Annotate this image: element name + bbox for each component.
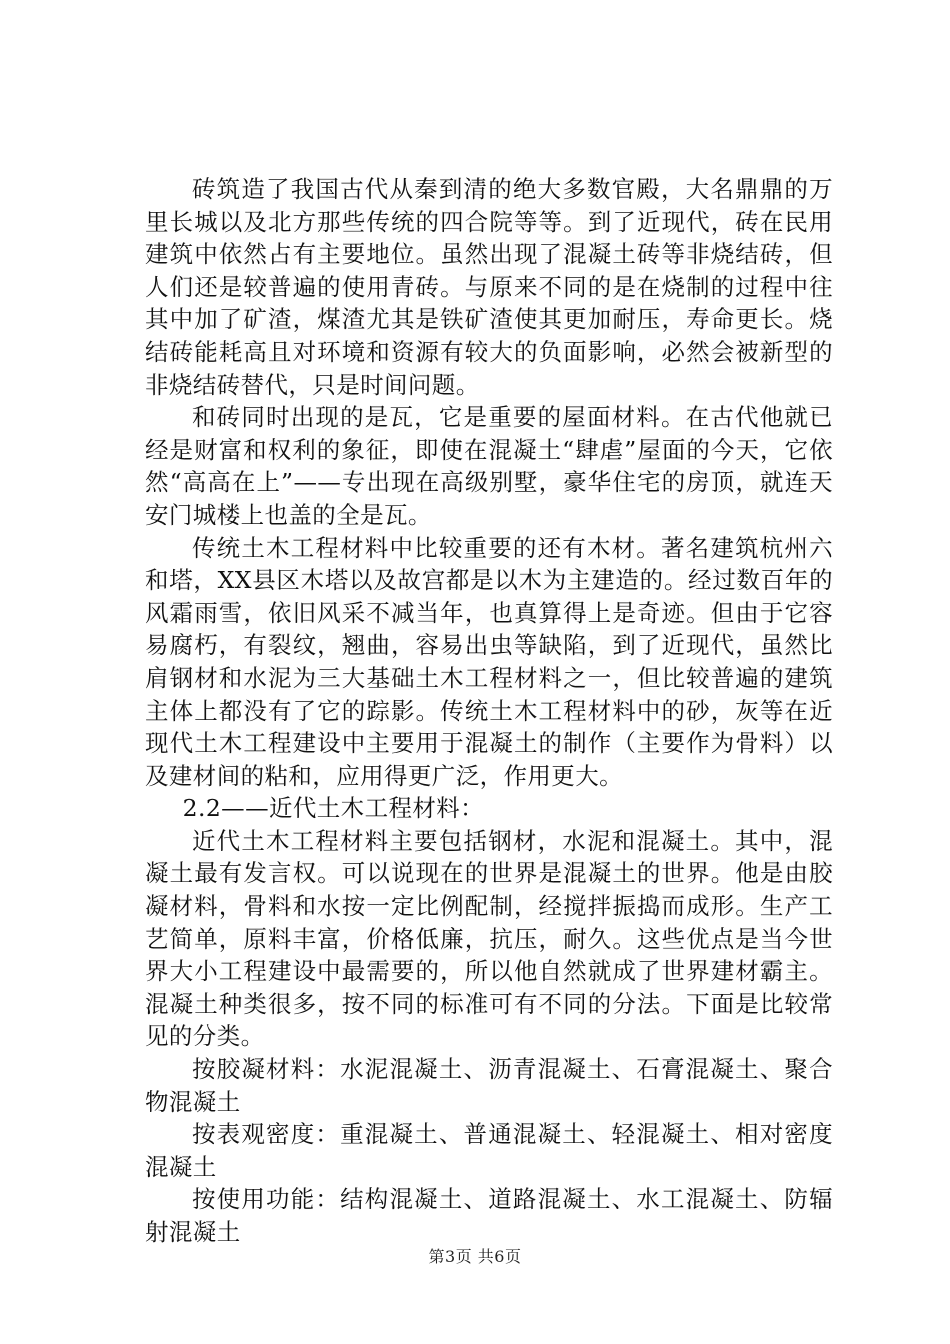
list-item-density: 按表观密度：重混凝土、普通混凝土、轻混凝土、相对密度混凝土 — [145, 1120, 833, 1181]
paragraph-modern-materials: 近代土木工程材料主要包括钢材，水泥和混凝土。其中，混凝土最有发言权。可以说现在的世界是混凝土的世界。他是由胶凝材料，骨料和水按一定比例配制，经搅拌振捣而成形。生产工艺简单，原料丰富，价格低廉，抗压，耐久。这些优点是当今世界大小工程建设中最需要的，所以他自然就成了世界建材霸主。混凝土种类很多，按不同的标准可有不同的分法。下面是比较常见的分类。 — [145, 826, 833, 1051]
body-text — [145, 173, 833, 1249]
paragraph-wood: 传统土木工程材料中比较重要的还有木材。著名建筑杭州六和塔，XX县区木塔以及故宫都是以木为主建造的。经过数百年的风霜雨雪，依旧风采不减当年，也真算得上是奇迹。但由于它容易腐朽，有裂纹，翘曲，容易出虫等缺陷，到了近现代，虽然比肩钢材和水泥为三大基础土木工程材料之一，但比较普遍的建筑主体上都没有了它的踪影。传统土木工程材料中的砂，灰等在近现代土木工程建设中主要用于混凝土的制作（主要作为骨料）以及建材间的粘和，应用得更广泛，作用更大。 — [145, 533, 833, 790]
paragraph-brick: 砖筑造了我国古代从秦到清的绝大多数官殿，大名鼎鼎的万里长城以及北方那些传统的四合院等等。到了近现代，砖在民用建筑中依然占有主要地位。虽然出现了混凝土砖等非烧结砖，但人们还是较普遍的使用青砖。与原来不同的是在烧制的过程中往其中加了矿渣，煤渣尤其是铁矿渣使其更加耐压，寿命更长。烧结砖能耗高且对环境和资源有较大的负面影响，必然会被新型的非烧结砖替代，只是时间问题。 — [145, 175, 833, 399]
paragraph-tile: 和砖同时出现的是瓦，它是重要的屋面材料。在古代他就已经是财富和权利的象征，即使在混凝土“肆虐”屋面的今天，它依然“高高在上”——专出现在高级别墅，豪华住宅的房顶，就连天安门城楼上也盖的全是瓦。 — [145, 403, 833, 529]
list-item-function: 按使用功能：结构混凝土、道路混凝土、水工混凝土、防辐射混凝土 — [145, 1185, 833, 1246]
page-footer: 第3页 共6页 — [428, 1247, 522, 1266]
list-item-binder: 按胶凝材料：水泥混凝土、沥青混凝土、石膏混凝土、聚合物混凝土 — [145, 1055, 833, 1116]
section-heading-2-2: 2.2——近代土木工程材料： — [182, 794, 485, 823]
